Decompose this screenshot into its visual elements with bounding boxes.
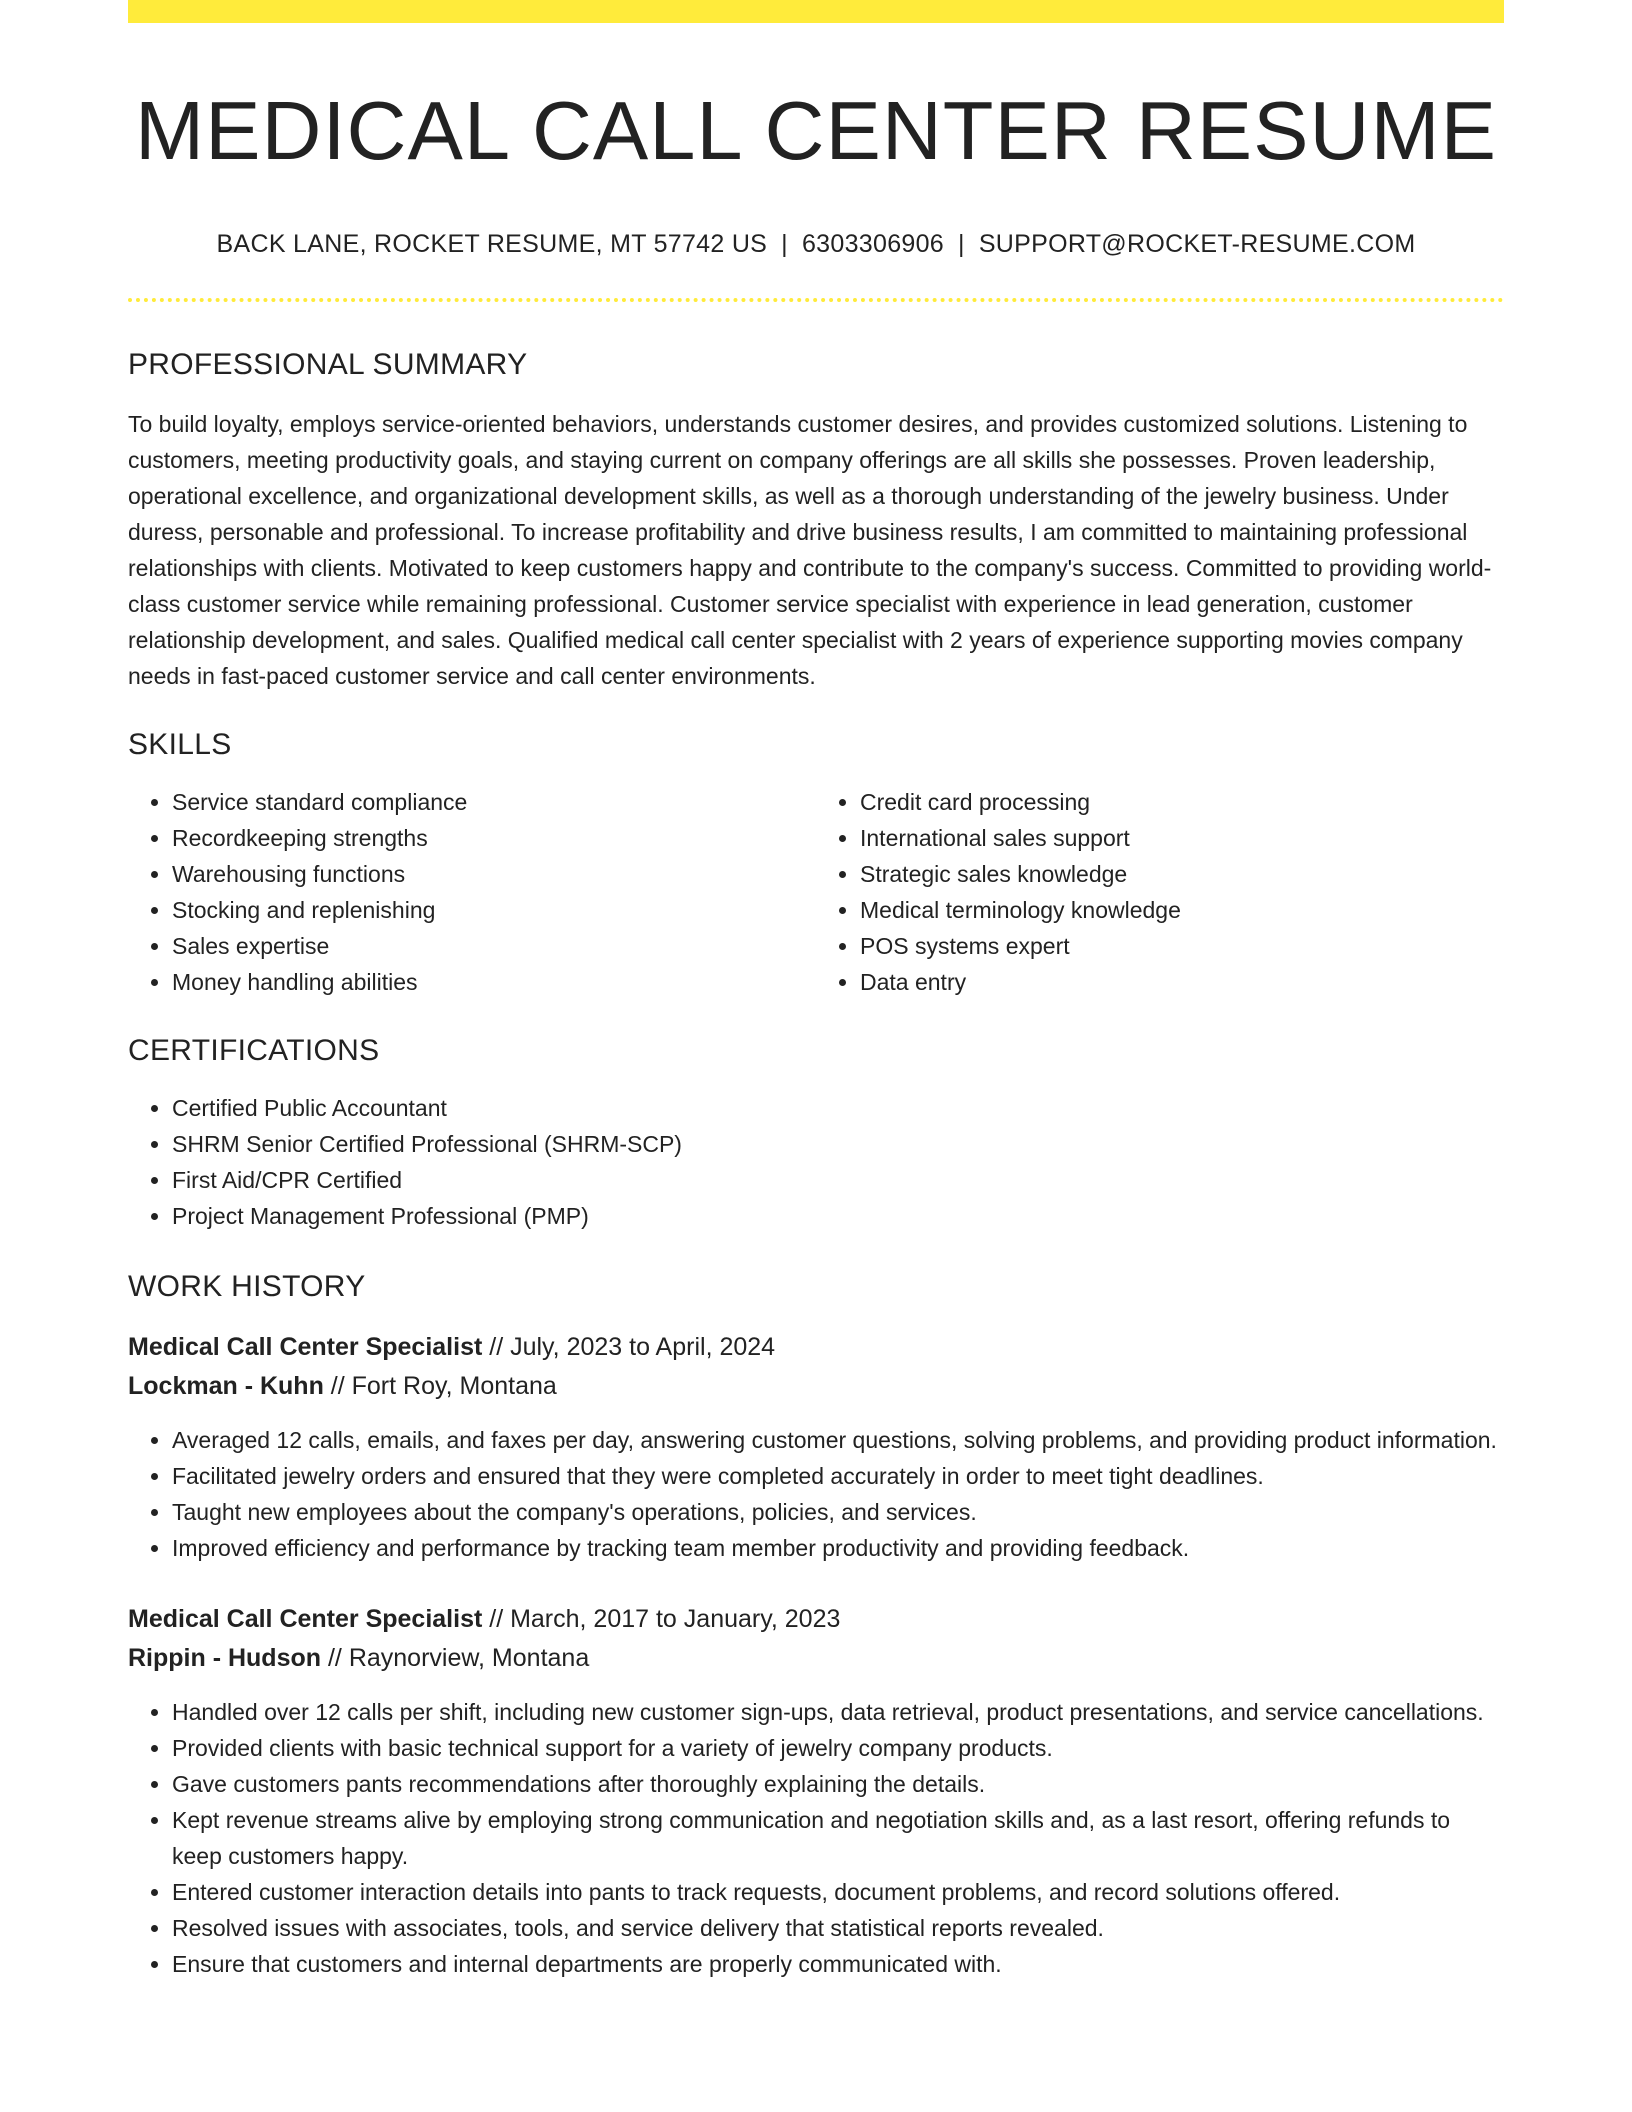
certification-item: • SHRM Senior Certified Professional (SHRM-SCP)	[172, 1126, 1504, 1162]
certifications-list	[128, 1090, 1504, 1234]
contact-address: BACK LANE, ROCKET RESUME, MT 57742 US	[216, 230, 768, 259]
skill-item: • Service standard compliance	[172, 784, 816, 820]
contact-phone: 6303306906	[801, 230, 945, 259]
job-bullet: • Resolved issues with associates, tools, and service delivery that statistical reports revealed.	[172, 1910, 1504, 1946]
job-bullet: • Ensure that customers and internal departments are properly communicated with.	[172, 1946, 1504, 1982]
contact-line	[128, 230, 1504, 259]
job-location: // Fort Roy, Montana	[323, 1372, 557, 1401]
summary-heading: PROFESSIONAL SUMMARY	[128, 348, 528, 382]
certification-item: • First Aid/CPR Certified	[172, 1162, 1504, 1198]
skills-heading: SKILLS	[128, 728, 232, 762]
skill-item: • POS systems expert	[860, 928, 1504, 964]
job-bullet: • Facilitated jewelry orders and ensured that they were completed accurately in order to meet tight deadlines.	[172, 1458, 1504, 1494]
skill-item: • Stocking and replenishing	[172, 892, 816, 928]
resume-title: MEDICAL CALL CENTER RESUME	[135, 84, 1497, 177]
job-role-line	[128, 1328, 1504, 1367]
job-bullet: • Handled over 12 calls per shift, including new customer sign-ups, data retrieval, product presentations, and service cancellations.	[172, 1694, 1504, 1730]
skill-item: • Strategic sales knowledge	[860, 856, 1504, 892]
skill-item: • Recordkeeping strengths	[172, 820, 816, 856]
job-bullet: • Improved efficiency and performance by tracking team member productivity and providing feedback.	[172, 1530, 1504, 1566]
contact-email: SUPPORT@ROCKET-RESUME.COM	[978, 230, 1416, 259]
dotted-divider	[128, 298, 1504, 302]
job-company-line	[128, 1367, 1504, 1406]
skill-item: • Medical terminology knowledge	[860, 892, 1504, 928]
contact-separator: |	[958, 230, 965, 259]
job-role-line	[128, 1600, 1504, 1639]
job-company-line	[128, 1639, 1504, 1678]
job-bullet: • Kept revenue streams alive by employing strong communication and negotiation skills and, as a last resort, offering refunds to keep customers happy.	[172, 1802, 1504, 1874]
contact-separator: |	[781, 230, 788, 259]
certification-item: • Certified Public Accountant	[172, 1090, 1504, 1126]
job-bullet: • Entered customer interaction details into pants to track requests, document problems, and record solutions offered.	[172, 1874, 1504, 1910]
job-company: Lockman - Kuhn	[128, 1372, 324, 1401]
job-company: Rippin - Hudson	[128, 1644, 322, 1673]
summary-text: To build loyalty, employs service-oriented behaviors, understands customer desires, and provides customized solutions. Listening to customers, meeting productivity goals, and staying current on company offerings are all skills she possesses. Proven leadership, operational excellence, and organizational development skills, as well as a thorough understanding of the jewelry business. Under duress, personable and professional. To increase profitability and drive business results, I am committed to maintaining professional relationships with clients. Motivated to keep customers happy and contribute to the company's success. Committed to providing world-class customer service while remaining professional. Customer service specialist with experience in lead generation, customer relationship development, and sales. Qualified medical call center specialist with 2 years of experience supporting movies company needs in fast-paced customer service and call center environments.	[128, 411, 1492, 690]
job-role: Medical Call Center Specialist	[128, 1333, 483, 1362]
job-bullet: • Taught new employees about the company's operations, policies, and services.	[172, 1494, 1504, 1530]
job-bullet-list	[128, 1422, 1504, 1566]
job-bullet: • Provided clients with basic technical support for a variety of jewelry company products.	[172, 1730, 1504, 1766]
skill-item: • Data entry	[860, 964, 1504, 1000]
certification-item: • Project Management Professional (PMP)	[172, 1198, 1504, 1234]
skill-item: • Money handling abilities	[172, 964, 816, 1000]
job-bullet: • Gave customers pants recommendations after thoroughly explaining the details.	[172, 1766, 1504, 1802]
work-history-heading: WORK HISTORY	[128, 1270, 366, 1304]
job-entry	[128, 1328, 1504, 1566]
skill-item: • Credit card processing	[860, 784, 1504, 820]
job-entry	[128, 1600, 1504, 1982]
skill-item: • Sales expertise	[172, 928, 816, 964]
skills-columns	[128, 784, 1504, 1000]
skill-item: • International sales support	[860, 820, 1504, 856]
skills-list-left	[128, 784, 816, 1000]
job-location: // Raynorview, Montana	[321, 1644, 590, 1673]
skill-item: • Warehousing functions	[172, 856, 816, 892]
job-bullet: • Averaged 12 calls, emails, and faxes per day, answering customer questions, solving problems, and providing product information.	[172, 1422, 1504, 1458]
job-bullet-list	[128, 1694, 1504, 1982]
job-dates: // March, 2017 to January, 2023	[482, 1605, 841, 1634]
certifications-heading: CERTIFICATIONS	[128, 1034, 380, 1068]
resume-page	[128, 0, 1504, 2112]
job-role: Medical Call Center Specialist	[128, 1605, 483, 1634]
job-dates: // July, 2023 to April, 2024	[482, 1333, 776, 1362]
accent-top-bar	[128, 0, 1504, 23]
skills-list-right	[816, 784, 1504, 1000]
